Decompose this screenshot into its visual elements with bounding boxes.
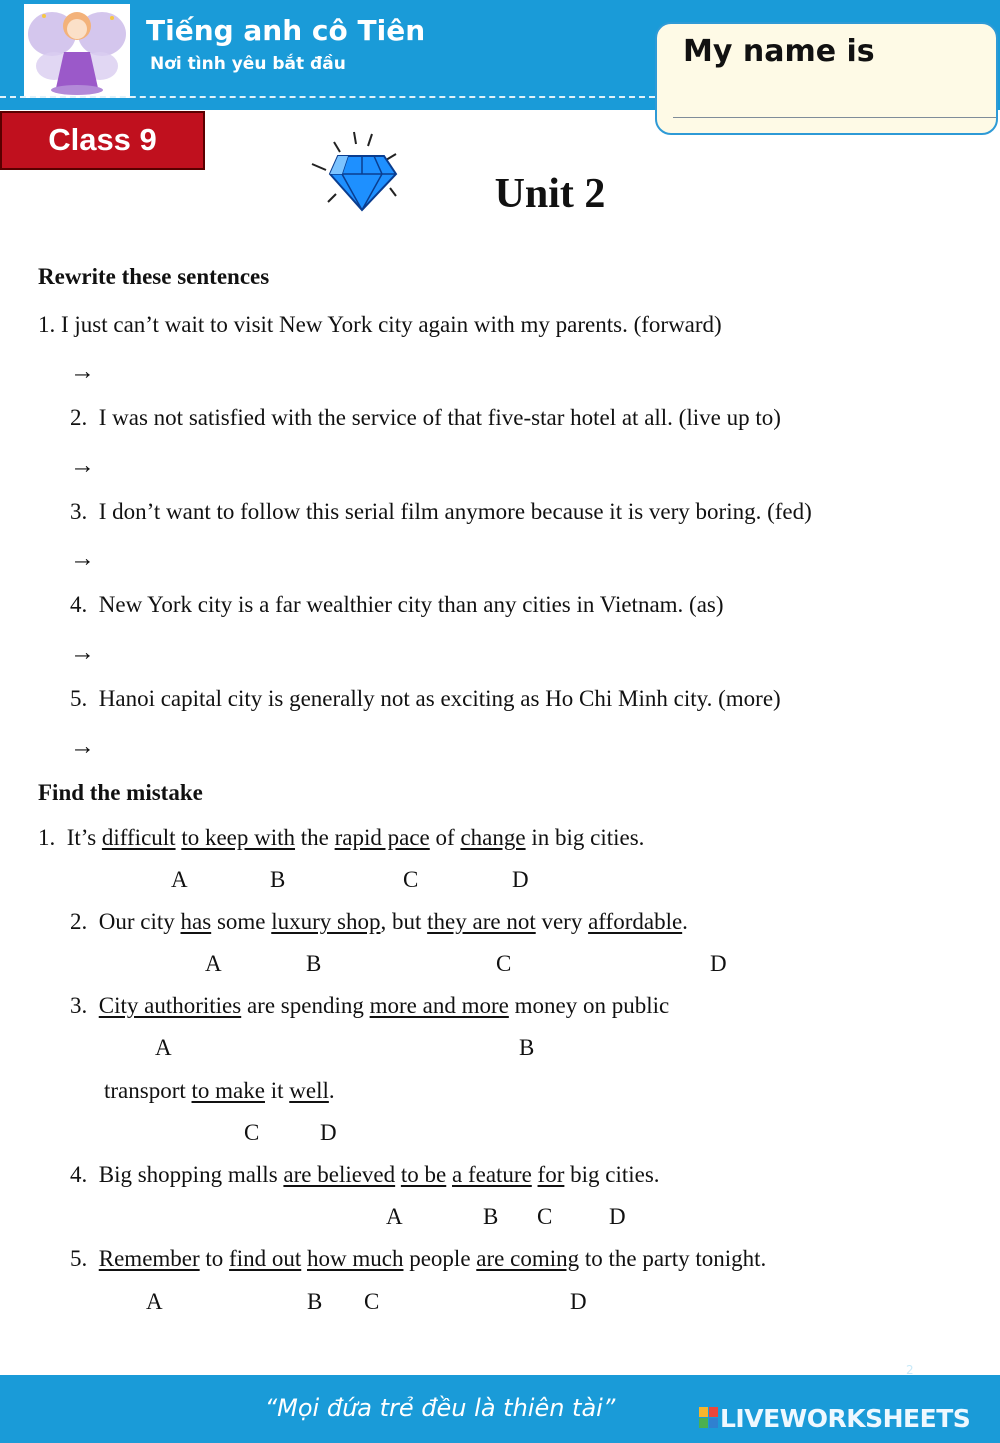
rewrite-item-4 [70,592,724,618]
name-input-line[interactable] [673,117,996,118]
mistake-item-3-continued [104,1078,335,1104]
sentence-text: , but [380,909,428,934]
underlined-option-a[interactable]: City authorities [98,993,242,1018]
underlined-option-b[interactable]: to be [400,1162,447,1187]
sentence-text: in big cities. [525,825,645,850]
underlined-option-b[interactable]: to keep with [181,825,296,850]
sentence-text: It’s [66,825,102,850]
brand-tagline: Nơi tình yêu bắt đầu [150,54,346,74]
sentence-text: I was not satisfied with the service of that five-star hotel at all. (live up to) [98,405,781,430]
item-number: 3. [70,499,88,524]
answer-arrow-3[interactable]: → [70,545,95,572]
section-heading-rewrite: Rewrite these sentences [38,264,270,289]
class-label: Class 9 [48,122,157,157]
option-label-a: A [386,1204,403,1229]
underlined-option-a[interactable]: are believed [283,1162,396,1187]
underlined-option-a[interactable]: has [180,909,212,934]
underlined-option-c[interactable]: a feature [452,1162,532,1187]
underlined-option-d[interactable]: are coming [476,1246,580,1271]
name-label: My name is [683,34,875,69]
sentence-text: to the party tonight. [579,1246,767,1271]
fairy-logo-icon [24,4,130,98]
underlined-option-a[interactable]: Remember [98,1246,200,1271]
sentence-text: Hanoi capital city is generally not as exciting as Ho Chi Minh city. (more) [98,686,781,711]
underlined-option-a[interactable]: difficult [101,825,176,850]
option-label-b: B [483,1204,499,1229]
option-label-d: D [512,867,529,892]
option-label-c: C [403,867,419,892]
option-label-a: A [146,1289,163,1314]
item-number: 5. [70,686,88,711]
rewrite-item-3 [70,499,812,525]
sentence-text: . [682,909,688,934]
underlined-option-d[interactable]: affordable [588,909,683,934]
underlined-option-b[interactable]: more and more [369,993,509,1018]
sentence-text: some [211,909,272,934]
mistake-item-3 [70,993,669,1019]
sentence-text: very [535,909,589,934]
liveworksheets-badge-icon [698,1406,720,1430]
sentence-text: the [295,825,335,850]
rewrite-item-5 [70,686,781,712]
option-label-c: C [244,1120,260,1145]
sentence-text: it [264,1078,290,1103]
footer-quote: “Mọi đứa trẻ đều là thiên tài” [264,1394,616,1422]
option-label-d: D [710,951,727,976]
header-divider [0,96,655,98]
option-label-c: C [537,1204,553,1229]
underlined-option-d[interactable]: for [537,1162,565,1187]
item-number: 4. [70,1162,88,1187]
item-number: 1. [38,825,56,850]
answer-arrow-1[interactable]: → [70,358,95,385]
underlined-option-c[interactable]: they are not [427,909,536,934]
sentence-text: are spending [241,993,370,1018]
item-number: 3. [70,993,88,1018]
option-label-a: A [155,1035,172,1060]
answer-arrow-5[interactable]: → [70,733,95,760]
page-number: 2 [906,1363,914,1377]
option-label-b: B [307,1289,323,1314]
sentence-text: I don’t want to follow this serial film anymore because it is very boring. (fed) [98,499,812,524]
item-number: 5. [70,1246,88,1271]
sentence-text: money on public [508,993,670,1018]
rewrite-item-2 [70,405,781,431]
option-label-d: D [609,1204,626,1229]
sentence-text: New York city is a far wealthier city than any cities in Vietnam. (as) [98,592,724,617]
underlined-option-d[interactable]: well [289,1078,329,1103]
answer-arrow-4[interactable]: → [70,639,95,666]
underlined-option-c[interactable]: to make [191,1078,265,1103]
mistake-item-4 [70,1162,660,1188]
sentence-text: people [403,1246,477,1271]
underlined-option-d[interactable]: change [460,825,526,850]
underlined-option-c[interactable]: how much [307,1246,404,1271]
mistake-item-5 [70,1246,766,1272]
option-label-c: C [364,1289,380,1314]
item-number: 4. [70,592,88,617]
name-box [655,22,998,135]
logo-text: LIVEWORKSHEETS [720,1404,971,1433]
page-title: Unit 2 [494,171,606,217]
footer-banner [0,1363,1000,1443]
sentence-text: transport [104,1078,192,1103]
mistake-item-1 [38,825,644,851]
sentence-text: big cities. [564,1162,660,1187]
option-label-a: A [205,951,222,976]
option-label-c: C [496,951,512,976]
underlined-option-b[interactable]: find out [229,1246,302,1271]
option-label-b: B [270,867,286,892]
option-label-d: D [320,1120,337,1145]
option-label-b: B [306,951,322,976]
class-badge [0,111,205,170]
underlined-option-c[interactable]: rapid pace [334,825,430,850]
underlined-option-b[interactable]: luxury shop [271,909,381,934]
brand-name: Tiếng anh cô Tiên [146,14,426,47]
item-number: 2. [70,909,88,934]
sentence-text: of [429,825,461,850]
option-label-b: B [519,1035,535,1060]
item-number: 2. [70,405,88,430]
option-label-d: D [570,1289,587,1314]
answer-arrow-2[interactable]: → [70,452,95,479]
sentence-text: . [328,1078,335,1103]
sentence-text: to [199,1246,230,1271]
mistake-item-2 [70,909,688,935]
rewrite-item-1: 1. I just can’t wait to visit New York city again with my parents. (forward) [38,312,722,337]
sentence-text: Big shopping malls [98,1162,284,1187]
section-heading-mistake: Find the mistake [38,780,203,805]
sentence-text: Our city [98,909,181,934]
option-label-a: A [171,867,188,892]
